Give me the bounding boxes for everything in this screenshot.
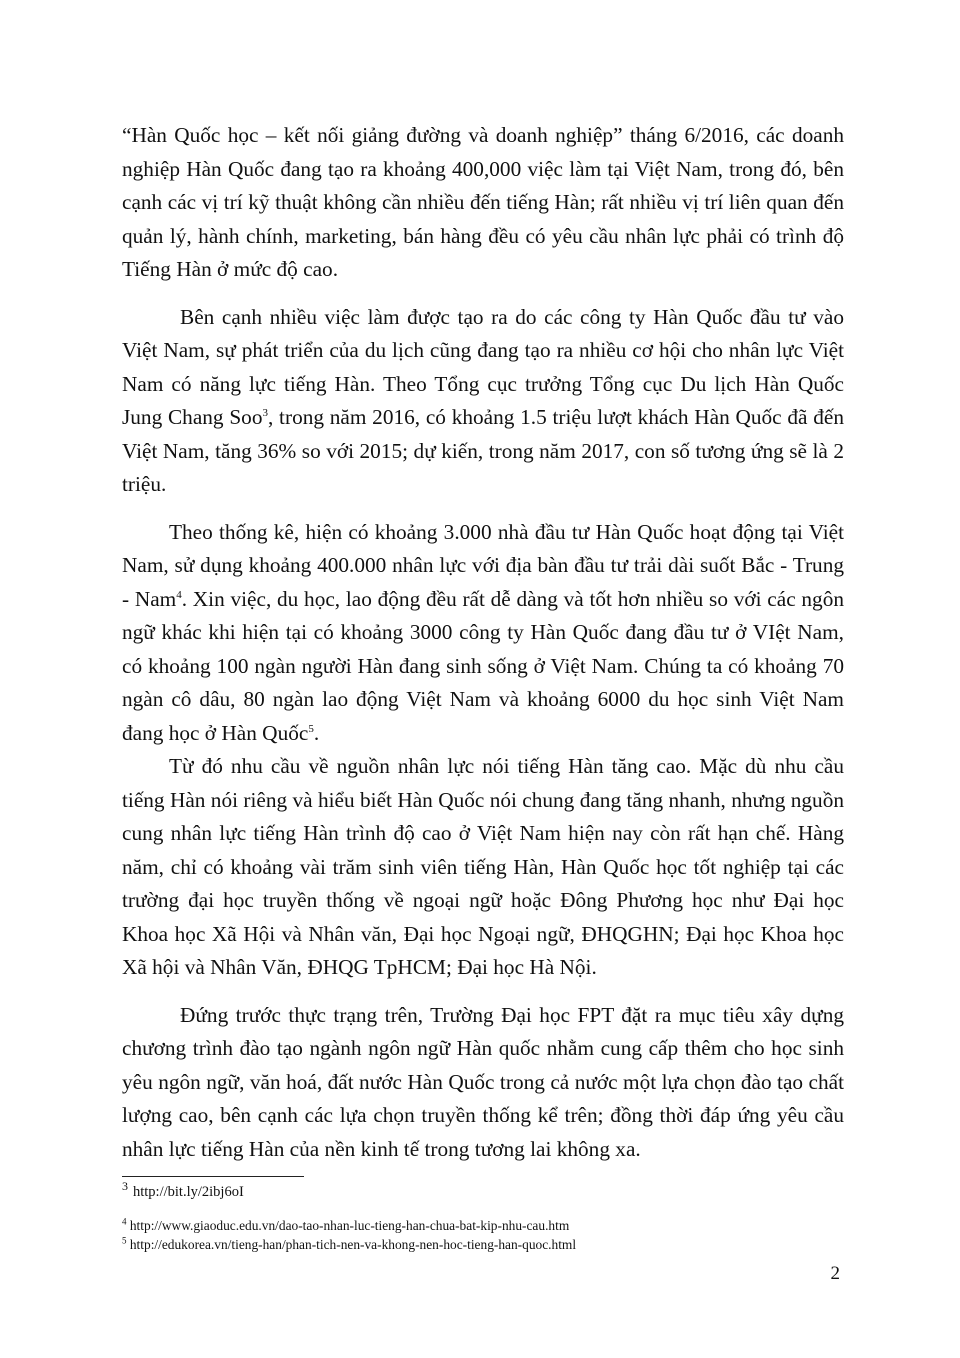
paragraph-text: . <box>313 720 320 745</box>
paragraph-text: , trong năm 2016, có khoảng 1.5 triệu lượt khách Hàn Quốc đã đến Việt Nam, tăng 36% so với 2015; dự kiến, trong năm 2017, con số tương ứng sẽ là 2 triệu. <box>122 405 844 496</box>
paragraph-investors <box>122 516 844 751</box>
paragraph-demand: Từ đó nhu cầu về nguồn nhân lực nói tiếng Hàn tăng cao. Mặc dù nhu cầu tiếng Hàn nói riêng và hiểu biết Hàn Quốc nói chung đang tăng nhanh, nhưng nguồn cung nhân lực tiếng Hàn trình độ cao ở Việt Nam hiện nay còn rất hạn chế. Hàng năm, chỉ có khoảng vài trăm sinh viên tiếng Hàn, Hàn Quốc học tốt nghiệp tại các trường đại học truyền thống về ngoại ngữ hoặc Đông Phương học như Đại học Khoa học Xã Hội và Nhân văn, Đại học Ngoại ngữ, ĐHQGHN; Đại học Khoa học Xã hội và Nhân Văn, ĐHQG TpHCM; Đại học Hà Nội. <box>122 754 844 979</box>
paragraph-text: . Xin việc, du học, lao động đều rất dễ dàng và tốt hơn nhiều so với các ngôn ngữ khác khi hiện tại có khoảng 3000 công ty Hàn Quốc đang đầu tư ở VIệt Nam, có khoảng 100 ngàn người Hàn đang sinh sống ở Việt Nam. Chúng ta có khoảng 70 ngàn cô dâu, 80 ngàn lao động Việt Nam và khoảng 6000 du học sinh Việt Nam đang học ở Hàn Quốc <box>122 586 844 745</box>
footnote-number: 5 <box>122 1235 127 1246</box>
footnote-4 <box>122 1216 844 1235</box>
paragraph-tourism <box>122 301 844 502</box>
footnote-separator <box>122 1176 304 1177</box>
footnote-ref-3[interactable]: 3 <box>262 406 268 419</box>
footnote-5 <box>122 1235 844 1254</box>
paragraph-fpt-goal: Đứng trước thực trạng trên, Trường Đại học FPT đặt ra mục tiêu xây dựng chương trình đào tạo ngành ngôn ngữ Hàn quốc nhằm cung cấp thêm cho học sinh yêu ngôn ngữ, văn hoá, đất nước Hàn Quốc trong cả nước một lựa chọn đào tạo chất lượng cao, bên cạnh các lựa chọn truyền thống kể trên; đồng thời đáp ứng yêu cầu nhân lực tiếng Hàn của nền kinh tế trong tương lai không xa. <box>122 1002 844 1161</box>
document-body <box>122 119 844 1166</box>
footnote-number: 3 <box>122 1179 128 1194</box>
footnote-number: 4 <box>122 1216 127 1227</box>
paragraph-korean-studies-jobs: “Hàn Quốc học – kết nối giảng đường và doanh nghiệp” tháng 6/2016, các doanh nghiệp Hàn Quốc đang tạo ra khoảng 400,000 việc làm tại Việt Nam, trong đó, bên cạnh các vị trí kỹ thuật không cần nhiều đến tiếng Hàn; rất nhiều vị trí liên quan đến quản lý, hành chính, marketing, bán hàng đều có yêu cầu nhân lực phải có trình độ Tiếng Hàn ở mức độ cao. <box>122 123 844 281</box>
footnote-link[interactable]: http://bit.ly/2ibj6oI <box>133 1184 244 1200</box>
paragraph-text: Theo thống kê, hiện có khoảng 3.000 nhà đầu tư Hàn Quốc hoạt động tại Việt Nam, sử dụng khoảng 400.000 nhân lực với địa bàn đầu tư trải dài suốt Bắc - Trung - Nam <box>122 519 844 611</box>
page-number: 2 <box>830 1263 840 1284</box>
footnote-3 <box>122 1179 844 1202</box>
footnote-ref-4[interactable]: 4 <box>176 588 182 601</box>
paragraph-text: Bên cạnh nhiều việc làm được tạo ra do các công ty Hàn Quốc đầu tư vào Việt Nam, sự phát triển của du lịch cũng đang tạo ra nhiều cơ hội cho nhân lực Việt Nam có năng lực tiếng Hàn. Theo Tổng cục trưởng Tổng cục Du lịch Hàn Quốc Jung Chang Soo <box>122 304 844 429</box>
footnote-link[interactable]: http://edukorea.vn/tieng-han/phan-tich-nen-va-khong-nen-hoc-tieng-han-quoc.html <box>129 1237 577 1252</box>
footnotes <box>122 1176 844 1254</box>
footnote-link[interactable]: http://www.giaoduc.edu.vn/dao-tao-nhan-luc-tieng-han-chua-bat-kip-nhu-cau.htm <box>129 1218 570 1233</box>
footnote-ref-5[interactable]: 5 <box>308 722 314 735</box>
